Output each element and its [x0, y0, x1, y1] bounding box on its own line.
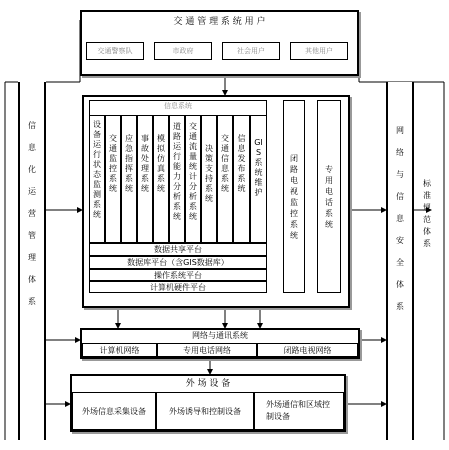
info-system-title: 信息系统: [164, 102, 192, 110]
ops-management-label: 信息化运营管理体系: [28, 121, 36, 306]
app-column: 模拟仿真系统: [153, 115, 169, 243]
app-column: 交通流量统计分析系统: [185, 115, 201, 243]
network-item: 闭路电视网络: [257, 343, 358, 357]
app-column: 决策支持系统: [201, 115, 217, 243]
field-item: 外场通信和区域控制设备: [254, 392, 344, 430]
user-item: 其他用户: [290, 42, 348, 60]
field-title: 外 场 设 备: [185, 379, 231, 389]
layer-os: 操作系统平台: [89, 269, 267, 281]
users-title: 交 通 管 理 系 统 用 户: [173, 17, 266, 27]
app-column: 道路运行能力分析系统: [169, 115, 185, 243]
app-column: 交通信息系统: [217, 115, 233, 243]
app-column: 设备运行状态监测系统: [89, 115, 105, 243]
field-item: 外场信息采集设备: [72, 392, 156, 430]
layer-data-sharing: 数据共享平台: [89, 243, 267, 256]
users-box: [80, 10, 359, 76]
layer-database: 数据库平台（含GIS数据库）: [89, 256, 267, 269]
app-column: 应急指挥系统: [121, 115, 137, 243]
app-column: 事故处理系统: [137, 115, 153, 243]
app-column: 信息发布系统: [233, 115, 250, 243]
field-item: 外场诱导和控制设备: [156, 392, 254, 430]
standards-label: 标准规范体系: [423, 179, 431, 248]
user-item: 市政府: [154, 42, 212, 60]
security-system-label: 网络与信息安全体系: [396, 126, 404, 311]
network-title: 网络与通讯系统: [192, 331, 248, 340]
app-column: GIS系统维护: [250, 115, 267, 243]
cctv-system: 闭路电视监控系统: [283, 100, 305, 293]
layer-hardware: 计算机硬件平台: [89, 281, 267, 293]
phone-system: 专用电话系统: [317, 100, 341, 293]
app-column: 交通监控系统: [105, 115, 121, 243]
network-item: 专用电话网络: [157, 343, 257, 357]
user-item: 交通警察队: [86, 42, 144, 60]
network-item: 计算机网络: [82, 343, 157, 357]
user-item: 社会用户: [222, 42, 280, 60]
